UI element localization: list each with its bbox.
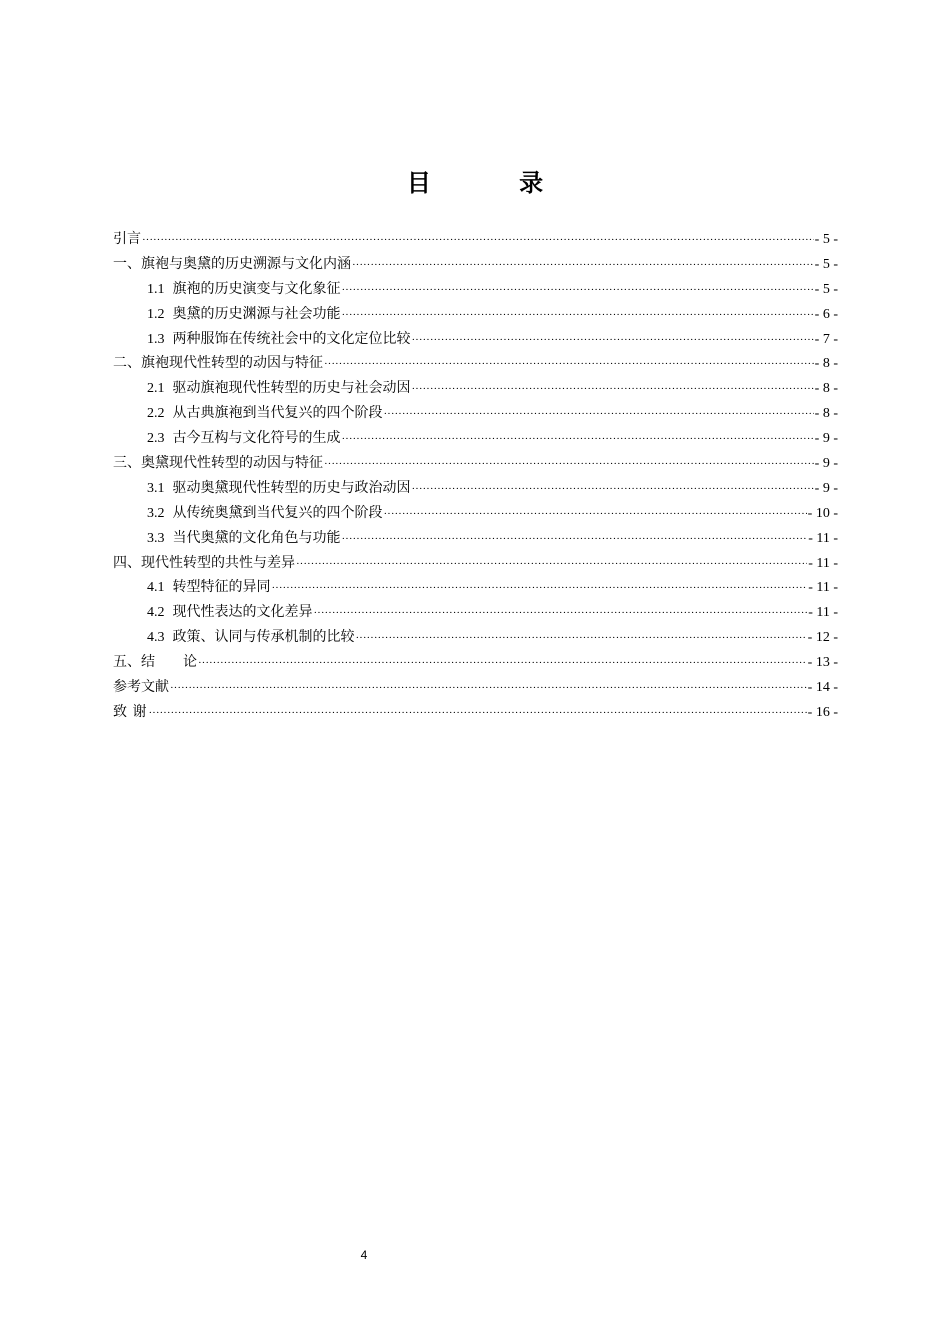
toc-entry[interactable] <box>113 452 838 477</box>
toc-entry-number: 1.3 <box>147 331 165 347</box>
toc-entry[interactable] <box>113 676 838 701</box>
toc-entry-number: 1.2 <box>147 306 165 322</box>
toc-leader-dots <box>342 303 814 328</box>
toc-entry-label: 从传统奥黛到当代复兴的四个阶段 <box>172 505 383 521</box>
toc-leader-dots <box>296 552 807 577</box>
toc-entry-label: 现代性表达的文化差异 <box>172 605 313 621</box>
toc-entry-label: 转型特征的异同 <box>172 580 271 596</box>
toc-entry-label: 政策、认同与传承机制的比较 <box>172 630 355 646</box>
toc-entry[interactable] <box>113 427 838 452</box>
page-title: 目 录 <box>406 169 584 197</box>
toc-leader-dots <box>356 626 807 651</box>
toc-entry-label: 参考文献 <box>113 680 169 696</box>
toc-entry-page: - 9 - <box>814 480 838 496</box>
toc-entry[interactable] <box>113 502 838 527</box>
toc-entry-page: - 5 - <box>814 232 838 247</box>
toc-entry-label: 五、结 论 <box>113 655 197 671</box>
toc-leader-dots <box>314 601 808 626</box>
toc-leader-dots <box>272 576 808 601</box>
toc-entry-label: 三、奥黛现代性转型的动因与特征 <box>113 456 323 472</box>
toc-entry-label: 一、旗袍与奥黛的历史溯源与文化内涵 <box>113 256 351 272</box>
toc-leader-dots <box>342 527 808 552</box>
toc-entry[interactable] <box>113 576 838 601</box>
toc-entry-number: 2.3 <box>147 431 165 447</box>
toc-entry-number: 4.2 <box>147 605 165 621</box>
toc-leader-dots <box>352 253 814 278</box>
toc-leader-dots <box>412 328 814 353</box>
toc-entry-page: - 14 - <box>807 680 838 696</box>
toc-entry-label: 从古典旗袍到当代复兴的四个阶段 <box>172 406 383 422</box>
toc-entry-number: 4.1 <box>147 580 165 596</box>
toc-entry-page: - 12 - <box>807 630 838 646</box>
toc-entry-page: - 9 - <box>814 456 838 472</box>
toc-entry-number: 3.2 <box>147 505 165 521</box>
toc-entry[interactable] <box>113 228 838 253</box>
toc-entry-page: - 9 - <box>814 431 838 447</box>
toc-entry[interactable] <box>113 527 838 552</box>
toc-entry-label: 奥黛的历史渊源与社会功能 <box>172 306 341 322</box>
toc-entry[interactable] <box>113 352 838 377</box>
toc-leader-dots <box>198 651 807 676</box>
toc-entry-number: 2.2 <box>147 406 165 422</box>
toc-leader-dots <box>342 278 814 303</box>
toc-entry-page: - 13 - <box>807 655 838 671</box>
toc-entry-number: 4.3 <box>147 630 165 646</box>
toc-leader-dots <box>384 402 814 427</box>
toc-entry[interactable] <box>113 328 838 353</box>
toc-entry-page: - 11 - <box>808 580 838 596</box>
toc-entry-label: 致 谢 <box>113 704 148 720</box>
toc-entry[interactable] <box>113 253 838 278</box>
toc-entry[interactable] <box>113 402 838 427</box>
toc-entry-page: - 11 - <box>808 530 838 546</box>
page-number: 4 <box>360 1248 368 1262</box>
toc-entry-label: 四、现代性转型的共性与差异 <box>113 555 295 571</box>
toc-leader-dots <box>142 228 814 253</box>
toc-entry[interactable] <box>113 552 838 577</box>
toc-leader-dots <box>384 502 807 527</box>
toc-leader-dots <box>149 701 807 726</box>
toc-entry[interactable] <box>113 477 838 502</box>
toc-entry-number: 3.3 <box>147 530 165 546</box>
toc-entry[interactable] <box>113 303 838 328</box>
toc-entry[interactable] <box>113 701 838 726</box>
toc-entry-page: - 11 - <box>808 555 838 571</box>
toc-entry-label: 引言 <box>113 232 141 247</box>
toc-entry-page: - 5 - <box>814 256 838 272</box>
toc-entry-number: 3.1 <box>147 480 165 496</box>
toc-entry-page: - 8 - <box>814 356 838 372</box>
toc-entry[interactable] <box>113 601 838 626</box>
toc-entry-label: 旗袍的历史演变与文化象征 <box>172 281 341 297</box>
toc-entry-label: 当代奥黛的文化角色与功能 <box>172 530 341 546</box>
toc-entry[interactable] <box>113 278 838 303</box>
toc-entry-number: 2.1 <box>147 381 165 397</box>
toc-entry-page: - 16 - <box>807 704 838 720</box>
toc-entry-label: 驱动奥黛现代性转型的历史与政治动因 <box>172 480 411 496</box>
toc-leader-dots <box>342 427 814 452</box>
toc-entry[interactable] <box>113 377 838 402</box>
toc-entry-page: - 5 - <box>814 281 838 297</box>
toc-entry-label: 两种服饰在传统社会中的文化定位比较 <box>172 331 411 347</box>
toc-entry[interactable] <box>113 651 838 676</box>
toc-entry-page: - 7 - <box>814 331 838 347</box>
toc-entry-label: 驱动旗袍现代性转型的历史与社会动因 <box>172 381 411 397</box>
toc-leader-dots <box>324 352 814 377</box>
toc-entry-page: - 6 - <box>814 306 838 322</box>
toc-entry-page: - 11 - <box>808 605 838 621</box>
toc-entry-page: - 8 - <box>814 406 838 422</box>
toc-entry-label: 古今互构与文化符号的生成 <box>172 431 341 447</box>
toc-leader-dots <box>412 377 814 402</box>
toc-entry-label: 二、旗袍现代性转型的动因与特征 <box>113 356 323 372</box>
table-of-contents <box>113 228 838 726</box>
toc-leader-dots <box>324 452 814 477</box>
toc-entry[interactable] <box>113 626 838 651</box>
toc-entry-page: - 10 - <box>807 505 838 521</box>
toc-entry-page: - 8 - <box>814 381 838 397</box>
toc-leader-dots <box>412 477 814 502</box>
toc-entry-number: 1.1 <box>147 281 165 297</box>
toc-leader-dots <box>170 676 807 701</box>
